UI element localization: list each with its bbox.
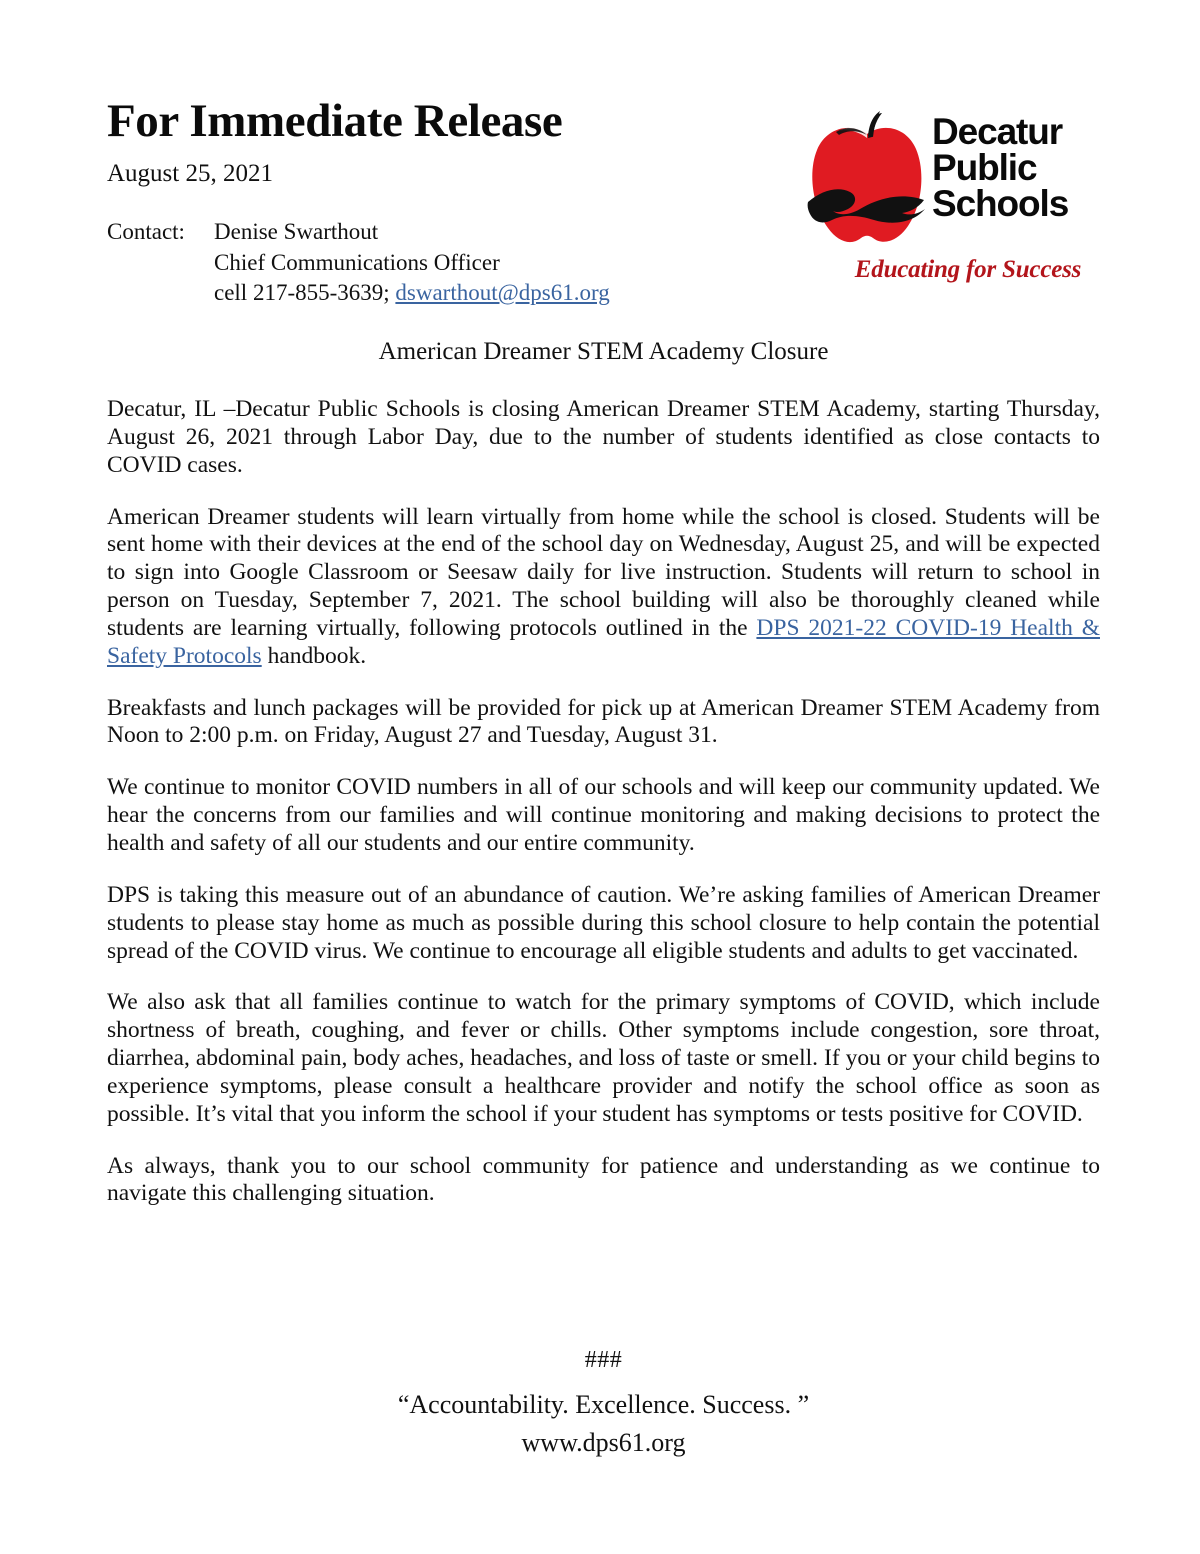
- logo-word-line-2: Public: [932, 146, 1037, 188]
- contact-phone-and-email: [214, 278, 610, 309]
- release-body: [107, 396, 1100, 1208]
- document-header: [107, 96, 1100, 309]
- contact-label: Contact:: [107, 218, 185, 244]
- district-motto: “Accountability. Excellence. Success. ”: [397, 1389, 810, 1419]
- document-footer: [107, 1346, 1100, 1460]
- paragraph-7: As always, thank you to our school community for patience and understanding as we continue to navigate this challenging situation.: [107, 1152, 1100, 1207]
- contact-phone: cell 217-855-3639;: [214, 280, 396, 306]
- contact-details: [214, 217, 610, 309]
- paragraph-6: We also ask that all families continue to watch for the primary symptoms of COVID, which include shortness of breath, coughing, and fever or chills. Other symptoms include congestion, sore throat, diarrhea, abdominal pain, body aches, headaches, and loss of taste or smell. If you or your child begins to experience symptoms, please consult a healthcare provider and notify the school office as soon as possible. It’s vital that you inform the school if your student has symptoms or tests positive for COVID.: [107, 989, 1100, 1127]
- page-title: For Immediate Release: [107, 95, 563, 147]
- logo-wordmark: [932, 111, 1069, 224]
- header-text-block: [107, 96, 610, 309]
- covid-protocols-handbook-link[interactable]: DPS 2021-22 COVID-19 Health & Safety Protocols: [107, 614, 1100, 669]
- district-website: www.dps61.org: [521, 1428, 686, 1458]
- contact-block: [107, 217, 610, 309]
- paragraph-3: Breakfasts and lunch packages will be provided for pick up at American Dreamer STEM Academy from Noon to 2:00 p.m. on Friday, August 27 and Tuesday, August 31.: [107, 694, 1100, 749]
- logo-tagline: Educating for Success: [854, 256, 1082, 283]
- logo-word-line-3: Schools: [932, 182, 1069, 224]
- logo-mark-row: [800, 104, 1100, 254]
- release-date: August 25, 2021: [107, 159, 273, 187]
- paragraph-2: [107, 504, 1100, 671]
- end-marker: ###: [584, 1347, 623, 1373]
- paragraph-5: DPS is taking this measure out of an abundance of caution. We’re asking families of American Dreamer students to please stay home as much as possible during this school closure to help contain the potential spread of the COVID virus. We continue to encourage all eligible students and adults to get vaccinated.: [107, 881, 1100, 964]
- paragraph-4: We continue to monitor COVID numbers in all of our schools and will keep our community updated. We hear the concerns from our families and will continue monitoring and making decisions to protect the health and safety of all our students and our entire community.: [107, 774, 1100, 856]
- contact-email-link[interactable]: dswarthout@dps61.org: [395, 280, 610, 306]
- contact-job-title: Chief Communications Officer: [214, 249, 500, 275]
- paragraph-1: Decatur, IL –Decatur Public Schools is closing American Dreamer STEM Academy, starting Thursday, August 26, 2021 through Labor Day, due to the number of students identified as close contacts to COVID cases.: [107, 396, 1100, 478]
- paragraph-2-text-before-link: American Dreamer students will learn virtually from home while the school is closed. Students will be sent home with their devices at the end of the school day on Wednesday, August 25, and will be expected to sign into Google Classroom or Seesaw daily for live instruction. Students will return to school in person on Tuesday, September 7, 2021. The school building will also be thoroughly cleaned while students are learning virtually, following protocols outlined in the: [107, 503, 1100, 641]
- red-apple-icon: [806, 110, 928, 248]
- district-logo: [800, 104, 1100, 292]
- release-subject-title: American Dreamer STEM Academy Closure: [378, 338, 829, 365]
- paragraph-2-text-after-link: handbook.: [261, 642, 367, 669]
- contact-name: Denise Swarthout: [214, 218, 379, 244]
- logo-word-line-1: Decatur: [932, 111, 1063, 152]
